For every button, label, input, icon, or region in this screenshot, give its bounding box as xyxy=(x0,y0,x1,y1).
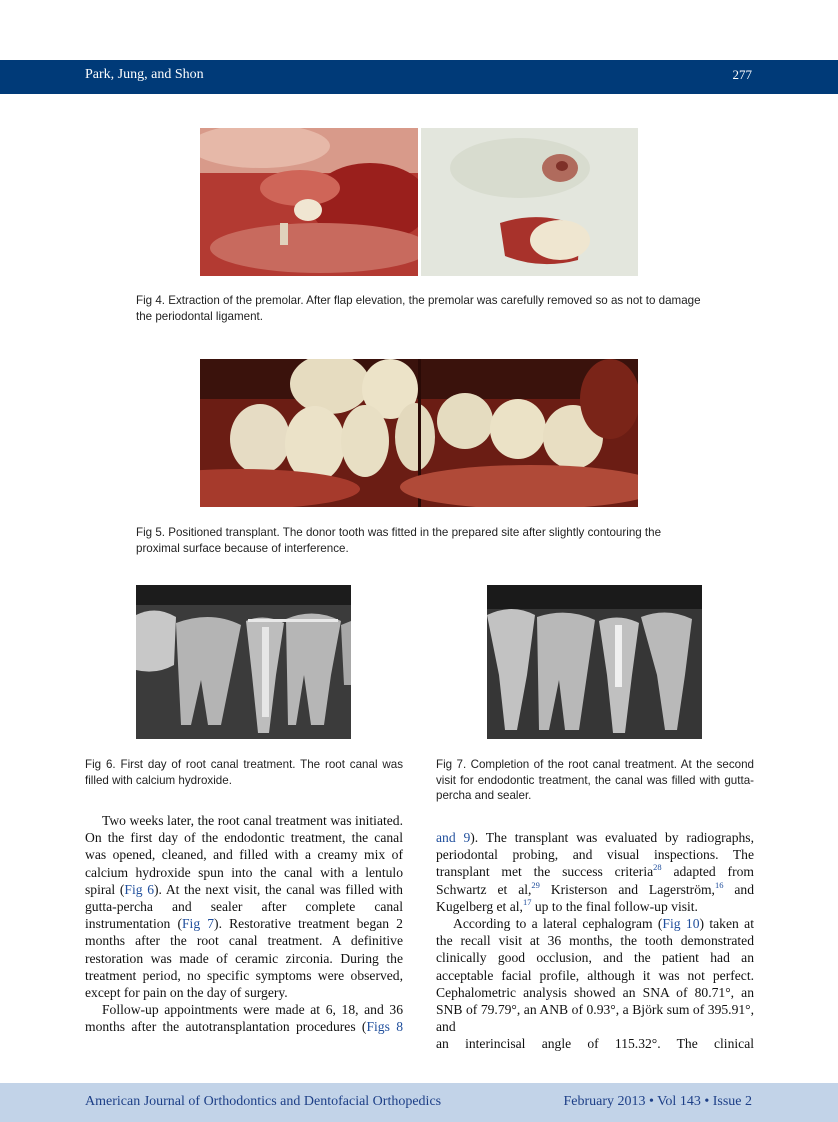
fig5-caption-text: Positioned transplant. The donor tooth was fitted in the prepared site after slightly contouring the proximal surface because of interference. xyxy=(136,526,662,555)
left-paragraph-2 xyxy=(85,1001,403,1035)
ref-and9-link[interactable]: and 9 xyxy=(436,830,471,845)
ref-fig7-link[interactable]: Fig 7 xyxy=(181,916,215,932)
citation-28[interactable]: 28 xyxy=(653,862,662,873)
running-header-authors: Park, Jung, and Shon xyxy=(85,67,204,82)
fig6-radiograph xyxy=(136,585,351,739)
fig5-caption xyxy=(136,525,706,556)
fig7-caption xyxy=(436,757,754,804)
left-p1-text-b: ). At the next visit, the canal was filled with gutta-percha and sealer after complete canal instrumentation ( xyxy=(85,881,403,932)
page-number: 277 xyxy=(732,67,752,82)
right-p2-text-b: ) taken at the recall visit at 36 months, the tooth demonstrated clinically good occlusion, and the patient had an acceptable facial profile, although it was not perfect. Cephalometric analysis showed an SNA of 80.71°, an SNB of 79.79°, an ANB of 0.93°, a Björk sum of 395.91°, and xyxy=(436,916,754,1035)
right-p1-text-b: adapted from Schwartz et al, xyxy=(436,864,754,897)
ref-fig6-link[interactable]: Fig 6 xyxy=(124,881,155,897)
right-paragraph-1 xyxy=(436,829,754,915)
fig7-caption-text: Completion of the root canal treatment. At the second visit for endodontic treatment, the canal was filled with gutta-percha and sealer. xyxy=(436,758,754,802)
fig5-photo xyxy=(200,359,638,507)
right-paragraph-2 xyxy=(436,915,754,1035)
ref-fig10-link[interactable]: Fig 10 xyxy=(662,916,700,932)
fig4-photo xyxy=(200,128,638,276)
citation-16[interactable]: 16 xyxy=(714,879,724,890)
fig5-label: Fig 5. xyxy=(136,526,165,539)
left-paragraph-1 xyxy=(85,812,403,1001)
right-paragraph-2-last-line: an interincisal angle of 115.32°. The clinical xyxy=(436,1036,754,1052)
citation-17[interactable]: 17 xyxy=(522,896,532,907)
fig4-label: Fig 4. xyxy=(136,294,165,307)
left-p1-text-a: Two weeks later, the root canal treatment was initiated. On the first day of the endodontic treatment, the canal was opened, cleaned, and filled with a creamy mix of calcium hydroxide spun into the canal with a lentulo spiral ( xyxy=(85,813,403,897)
citation-29[interactable]: 29 xyxy=(531,879,540,890)
right-p2-text-a: According to a lateral cephalogram ( xyxy=(453,916,663,932)
fig7-radiograph xyxy=(487,585,702,739)
left-p1-text-c: ). Restorative treatment began 2 months after the root canal treatment. A definitive restoration was made of ceramic zirconia. During the treatment period, no specific symptoms were observed, except for pain on the day of surgery. xyxy=(85,916,403,1001)
footer-journal-name: American Journal of Orthodontics and Dentofacial Orthopedics xyxy=(85,1094,442,1109)
footer-issue-info: February 2013 • Vol 143 • Issue 2 xyxy=(563,1094,752,1109)
fig7-label: Fig 7. xyxy=(436,758,467,771)
ref-figs8-link[interactable]: Figs 8 xyxy=(366,1019,403,1035)
fig6-label: Fig 6. xyxy=(85,758,116,771)
right-p1-text-d: and Kugelberg et al, xyxy=(436,881,755,914)
right-p1-text-a: ). The transplant was evaluated by radiographs, periodontal probing, and visual inspections. The transplant met the success criteria xyxy=(436,830,754,880)
fig6-caption-text: First day of root canal treatment. The root canal was filled with calcium hydroxide. xyxy=(85,758,403,787)
right-p1-text-e: up to the final follow-up visit. xyxy=(531,898,698,914)
body-right-column xyxy=(436,829,754,1053)
left-p2-text: Follow-up appointments were made at 6, 18, and 36 months after the autotransplantation procedures ( xyxy=(85,1002,403,1035)
fig4-caption-text: Extraction of the premolar. After flap elevation, the premolar was carefully removed so as not to damage the periodontal ligament. xyxy=(136,294,701,323)
body-left-column xyxy=(85,812,403,1036)
fig6-caption xyxy=(85,757,403,788)
right-p1-text-c: Kristerson and Lagerström, xyxy=(539,881,715,897)
fig4-caption xyxy=(136,293,706,324)
